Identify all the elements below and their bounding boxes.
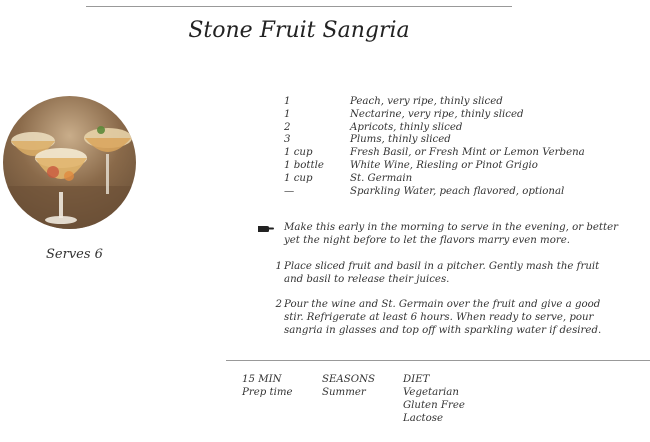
- ingredient-quantity: 1: [284, 108, 291, 120]
- diet-heading: DIET: [403, 374, 430, 385]
- ingredient-row: [284, 147, 624, 160]
- ingredient-quantity: —: [284, 185, 295, 197]
- step-item: [258, 260, 618, 286]
- ingredient-name: Apricots, thinly sliced: [350, 121, 463, 133]
- seasons-value: Summer: [322, 387, 366, 398]
- ingredient-quantity: 1 bottle: [284, 159, 324, 171]
- seasons: [322, 373, 375, 399]
- ingredient-row: [284, 160, 624, 173]
- step-text: Pour the wine and St. Germain over the fruit and give a good stir. Refrigerate at least 6 hours. When ready to serve, pour sangria in glasses and top off with sparkling water if desired.: [284, 299, 602, 336]
- ingredient-row: [284, 122, 624, 135]
- bottom-divider: [226, 360, 650, 361]
- ingredient-name: Fresh Basil, or Fresh Mint or Lemon Verbena: [350, 147, 585, 159]
- ingredient-row: [284, 173, 624, 186]
- ingredient-row: [284, 186, 624, 199]
- ingredient-name: St. Germain: [350, 172, 413, 184]
- ingredient-name: Nectarine, very ripe, thinly sliced: [350, 108, 524, 120]
- ingredient-quantity: 1 cup: [284, 147, 313, 159]
- tip-text: Make this early in the morning to serve in the evening, or better yet the night before to let the flavors marry even more.: [284, 222, 618, 246]
- diet-item: Lactose: [403, 413, 444, 424]
- pointing-hand-icon: [258, 224, 274, 237]
- ingredient-name: White Wine, Riesling or Pinot Grigio: [350, 159, 538, 171]
- step-number: 1: [275, 261, 282, 272]
- prep-time: [242, 373, 293, 399]
- ingredient-row: [284, 109, 624, 122]
- top-divider: [86, 6, 512, 7]
- ingredient-quantity: 1 cup: [284, 172, 313, 184]
- sangria-glasses-image: [3, 96, 136, 229]
- diet-item: Vegetarian: [403, 387, 459, 398]
- ingredient-name: Peach, very ripe, thinly sliced: [350, 96, 503, 107]
- ingredient-quantity: 2: [284, 121, 291, 133]
- diet: [403, 373, 465, 425]
- prep-time-value: 15 MIN: [242, 374, 282, 385]
- serves-count: Serves 6: [46, 247, 103, 262]
- diet-item: Gluten Free: [403, 400, 465, 411]
- prep-time-label: Prep time: [242, 387, 293, 398]
- ingredient-quantity: 1: [284, 96, 291, 107]
- recipe-photo: [3, 96, 136, 229]
- ingredient-name: Plums, thinly sliced: [350, 134, 451, 146]
- ingredient-row: [284, 96, 624, 109]
- step-item: [258, 298, 618, 337]
- tip-note: [258, 221, 618, 247]
- recipe-title: Stone Fruit Sangria: [188, 18, 410, 43]
- ingredient-name: Sparkling Water, peach flavored, optional: [350, 185, 565, 197]
- ingredient-row: [284, 134, 624, 147]
- ingredients-list: [284, 96, 624, 198]
- step-text: Place sliced fruit and basil in a pitcher. Gently mash the fruit and basil to release their juices.: [284, 261, 600, 285]
- seasons-heading: SEASONS: [322, 374, 375, 385]
- step-number: 2: [275, 299, 282, 310]
- ingredient-quantity: 3: [284, 134, 291, 146]
